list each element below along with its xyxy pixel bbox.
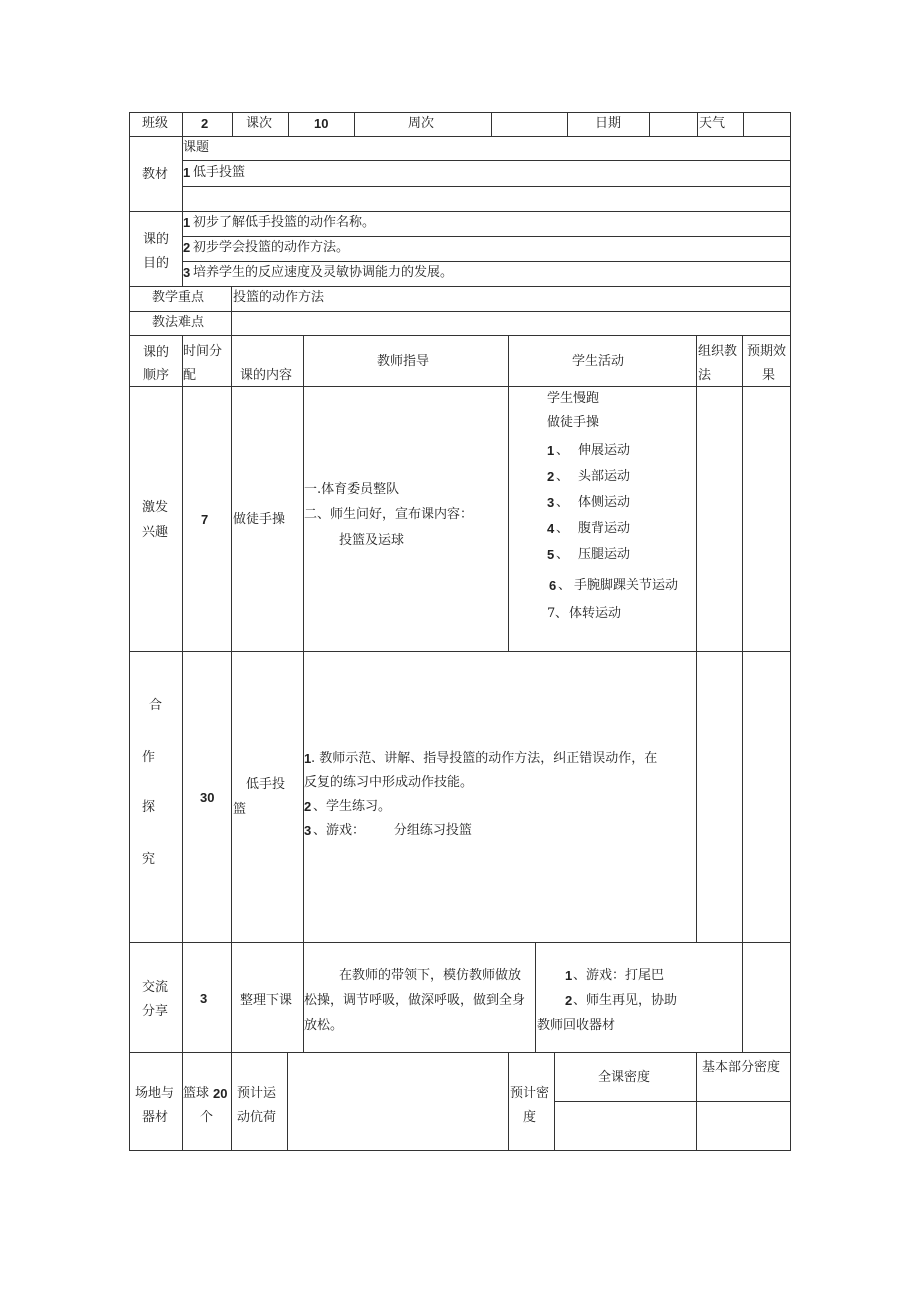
table-border <box>129 942 791 943</box>
table-border <box>354 112 355 136</box>
whole-density-label: 全课密度 <box>598 1070 651 1085</box>
table-border <box>182 136 183 286</box>
table-border <box>743 112 744 136</box>
section3-teacher: 放松。 <box>304 1018 344 1033</box>
exercise-sep: 、 <box>556 443 570 458</box>
purpose-item-num: 1 <box>183 215 191 230</box>
venue-label: 器材 <box>142 1110 169 1125</box>
section3-student: 、师生再见，协助 <box>573 993 678 1008</box>
section2-name: 究 <box>142 852 156 867</box>
col-org-header: 组织教 <box>698 344 738 359</box>
table-border <box>231 335 232 1052</box>
table-border <box>567 112 568 136</box>
table-border <box>742 335 743 1052</box>
table-border <box>696 335 697 942</box>
section2-time: 30 <box>200 790 215 805</box>
exercise-num: 6 <box>549 578 557 593</box>
section1-name: 激发 <box>142 500 169 515</box>
exercise-sep: 、 <box>558 578 572 593</box>
col-teacher-header: 教师指导 <box>377 354 430 369</box>
purpose-item-text: 初步学会投篮的动作方法。 <box>193 240 350 255</box>
section1-content: 做徒手操 <box>233 512 286 527</box>
table-border <box>129 311 791 312</box>
lesson-label: 课次 <box>246 116 273 131</box>
col-order-header: 课的 <box>143 345 170 360</box>
section1-teacher: 投篮及运球 <box>339 533 405 548</box>
table-border <box>491 112 492 136</box>
exercise-item: 手腕脚踝关节运动 <box>574 578 679 593</box>
section3-student-num: 2 <box>565 993 573 1008</box>
exercise-item: 体侧运动 <box>578 495 631 510</box>
lesson-value: 10 <box>314 116 329 131</box>
exercise-item: 体转运动 <box>569 606 622 621</box>
basic-density-label: 基本部分密度 <box>702 1060 781 1075</box>
equipment-count: 20 <box>213 1086 228 1101</box>
weather-label: 天气 <box>699 116 726 131</box>
table-border <box>129 651 791 652</box>
table-border <box>535 942 536 1052</box>
density-label: 度 <box>523 1110 537 1125</box>
col-time-header: 配 <box>183 368 197 383</box>
section3-name: 交流 <box>142 980 169 995</box>
table-border <box>129 112 791 113</box>
exercise-sep: 、 <box>556 521 570 536</box>
date-label: 日期 <box>595 116 622 131</box>
col-org-header: 法 <box>698 368 712 383</box>
section2-line: . 教师示范、讲解、指导投篮的动作方法，纠正错误动作，在 <box>311 751 658 766</box>
purpose-label: 目的 <box>143 256 170 271</box>
table-border <box>288 112 289 136</box>
class-label: 班级 <box>142 116 169 131</box>
exercise-item: 腹背运动 <box>578 521 631 536</box>
section2-line-num: 1 <box>304 751 312 766</box>
table-border <box>554 1101 791 1102</box>
table-border <box>182 236 791 237</box>
exercise-item: 伸展运动 <box>578 443 631 458</box>
equipment-value: 篮球 <box>183 1086 210 1101</box>
focus-label: 教学重点 <box>152 290 205 305</box>
section2-name: 合 <box>149 698 163 713</box>
exercise-sep: 、 <box>556 469 570 484</box>
table-border <box>129 136 791 137</box>
section1-student-intro: 做徒手操 <box>547 415 600 430</box>
table-border <box>508 1052 509 1151</box>
table-border <box>129 1052 791 1053</box>
table-border <box>508 335 509 652</box>
purpose-label: 课的 <box>143 232 170 247</box>
exercise-item: 头部运动 <box>578 469 631 484</box>
section1-time: 7 <box>201 512 209 527</box>
section1-teacher: 一.体育委员整队 <box>304 482 400 497</box>
section2-content: 低手投 <box>246 777 286 792</box>
purpose-item-num: 2 <box>183 240 191 255</box>
purpose-item-num: 3 <box>183 265 191 280</box>
section1-student-intro: 学生慢跑 <box>547 391 600 406</box>
exercise-num: 1 <box>547 443 555 458</box>
exercise-sep: 、 <box>556 547 570 562</box>
section3-student: 、游戏：打尾巴 <box>573 968 665 983</box>
table-border <box>790 112 791 1151</box>
exercise-num: 4 <box>547 521 555 536</box>
table-border <box>182 112 183 136</box>
section2-line-num: 2 <box>304 799 312 814</box>
material-item-num: 1 <box>183 165 191 180</box>
table-border <box>182 160 791 161</box>
section3-time: 3 <box>200 991 208 1006</box>
material-item-text: 低手投篮 <box>193 165 246 180</box>
table-border <box>231 1052 232 1151</box>
exercise-num: 2 <box>547 469 555 484</box>
difficulty-label: 教法难点 <box>152 315 205 330</box>
exercise-num: 7 <box>547 606 556 621</box>
exercise-sep: 、 <box>556 495 570 510</box>
table-border <box>649 112 650 136</box>
section2-content: 篮 <box>233 802 247 817</box>
col-content-header: 课的内容 <box>240 368 293 383</box>
load-label: 动伉荷 <box>237 1110 277 1125</box>
material-label: 教材 <box>142 167 169 182</box>
col-expect-header: 预期效 <box>747 344 787 359</box>
table-border <box>303 335 304 1052</box>
section3-teacher: 松操，调节呼吸，做深呼吸，做到全身 <box>304 993 526 1008</box>
exercise-sep: 、 <box>555 606 569 621</box>
table-border <box>697 112 698 136</box>
section3-teacher: 在教师的带领下，模仿教师做放 <box>339 968 522 983</box>
section3-student-num: 1 <box>565 968 573 983</box>
table-border <box>129 386 791 387</box>
table-border <box>129 211 791 212</box>
purpose-item-text: 培养学生的反应速度及灵敏协调能力的发展。 <box>193 265 454 280</box>
table-border <box>182 261 791 262</box>
col-order-header: 顺序 <box>143 368 170 383</box>
week-label: 周次 <box>408 116 435 131</box>
table-border <box>129 1150 791 1151</box>
col-time-header: 时间分 <box>183 344 223 359</box>
section2-line: 反复的练习中形成动作技能。 <box>304 775 474 790</box>
equipment-unit: 个 <box>200 1110 214 1125</box>
table-border <box>129 286 791 287</box>
section2-line-num: 3 <box>304 823 312 838</box>
table-border <box>182 335 183 1052</box>
section3-content: 整理下课 <box>240 993 293 1008</box>
exercise-num: 5 <box>547 547 555 562</box>
col-student-header: 学生活动 <box>572 354 625 369</box>
exercise-item: 压腿运动 <box>578 547 631 562</box>
topic-label: 课题 <box>183 140 210 155</box>
table-border <box>182 186 791 187</box>
section2-name: 作 <box>142 750 156 765</box>
venue-label: 场地与 <box>135 1086 175 1101</box>
section2-line: 、游戏： 分组练习投篮 <box>313 823 472 838</box>
table-border <box>231 286 232 336</box>
section2-line: 、学生练习。 <box>313 799 392 814</box>
col-expect-header: 果 <box>762 368 776 383</box>
table-border <box>129 335 791 336</box>
section1-name: 兴趣 <box>142 525 169 540</box>
focus-value: 投篮的动作方法 <box>233 290 325 305</box>
purpose-item-text: 初步了解低手投篮的动作名称。 <box>193 215 376 230</box>
load-label: 预计运 <box>237 1086 277 1101</box>
exercise-num: 3 <box>547 495 555 510</box>
density-label: 预计密 <box>510 1086 550 1101</box>
table-border <box>696 1052 697 1151</box>
section3-student: 教师回收器材 <box>537 1018 616 1033</box>
class-value: 2 <box>201 116 209 131</box>
section2-name: 探 <box>142 800 156 815</box>
table-border <box>129 112 130 1151</box>
table-border <box>554 1052 555 1151</box>
section3-name: 分享 <box>142 1004 169 1019</box>
section1-teacher: 二、师生问好，宣布课内容： <box>304 507 474 522</box>
table-border <box>287 1052 288 1151</box>
table-border <box>232 112 233 136</box>
